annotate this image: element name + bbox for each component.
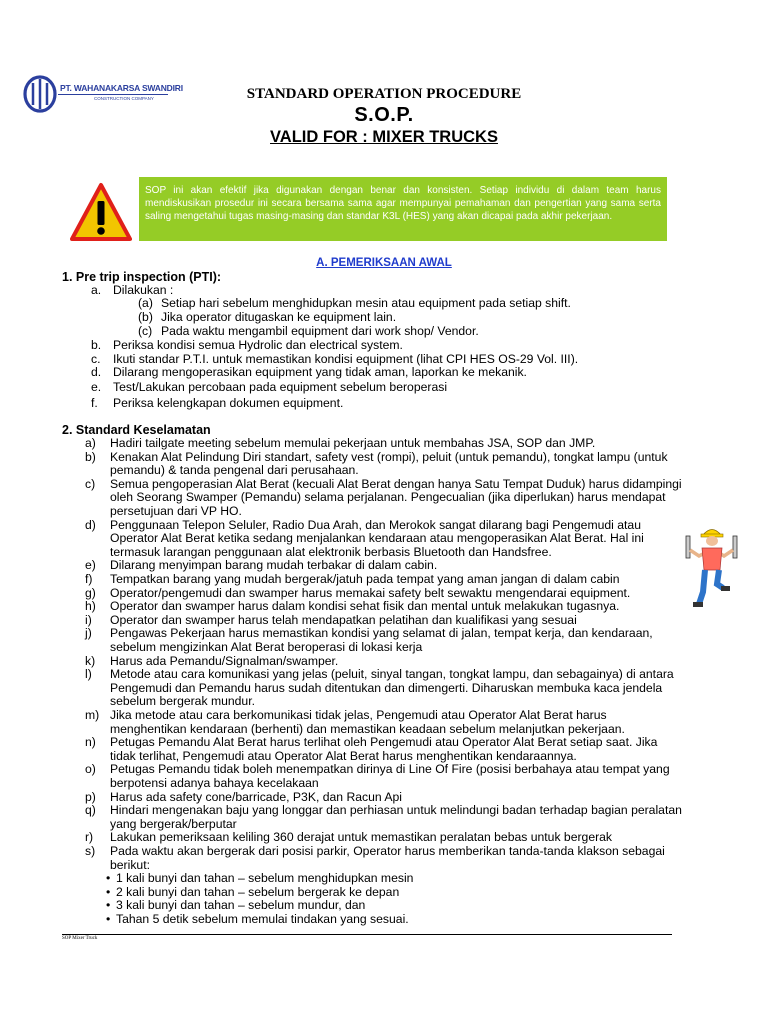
safety-item-text: Operator/pengemudi dan swamper harus memakai safety belt sewaktu mengendarai equipment. — [110, 586, 631, 600]
pti-item-text: Periksa kelengkapan dokumen equipment. — [113, 396, 344, 410]
safety-item-marker: o) — [85, 762, 96, 776]
safety-item-text: Kenakan Alat Pelindung Diri standart, safety vest (rompi), peluit (untuk pemandu), tongkat lampu (untuk — [110, 450, 668, 464]
valid-for-label: VALID FOR : MIXER TRUCKS — [270, 128, 498, 146]
safety-item-text: Pengemudi dan Pemandu harus sudah ditentukan dan dimengerti. Diharuskan membuka kaca jendela — [110, 681, 663, 695]
safety-item-marker: e) — [85, 558, 96, 572]
safety-item-marker: l) — [85, 667, 92, 681]
safety-item-text: Hindari mengenakan baju yang longgar dan perhiasan untuk melindungi badan terhadap bagian peralatan — [110, 803, 682, 817]
horn-signal-text: 1 kali bunyi dan tahan – sebelum menghidupkan mesin — [116, 871, 414, 885]
safety-item-text: Operator dan swamper harus telah mendapatkan pelatihan dan kualifikasi yang sesuai — [110, 613, 577, 627]
safety-item-text: yang bergerak/berputar — [110, 817, 237, 831]
safety-item-marker: n) — [85, 735, 96, 749]
pti-item-marker: f. — [91, 396, 98, 410]
safety-item-text: Petugas Pemandu tidak boleh menempatkan dirinya di Line Of Fire (posisi berbahaya atau tempat yang — [110, 762, 670, 776]
company-subtitle: CONSTRUCTION COMPANY — [94, 96, 154, 101]
safety-item-text: termasuk larangan penggunaan alat elektronik berbasis Bluetooth dan Handsfree. — [110, 545, 552, 559]
safety-item-marker: s) — [85, 844, 96, 858]
pti-item-text: Test/Lakukan percobaan pada equipment sebelum beroperasi — [113, 380, 448, 394]
safety-item-marker: c) — [85, 477, 96, 491]
pti-sub-item-marker: (a) — [138, 296, 153, 310]
pti-sub-item-marker: (b) — [138, 310, 153, 324]
safety-item-text: sebelum mengizinkan Alat Berat beroperasi di lokasi kerja — [110, 640, 423, 654]
safety-item-text: Penggunaan Telepon Seluler, Radio Dua Arah, dan Merokok sangat dilarang bagi Pengemudi atau — [110, 518, 641, 532]
pti-sub-item-text: Pada waktu mengambil equipment dari work shop/ Vendor. — [161, 324, 479, 338]
horn-signal-bullet: • — [106, 912, 111, 926]
safety-item-text: Metode atau cara komunikasi yang jelas (peluit, sinyal tangan, tongkat lampu, dan sebagainya) di antara — [110, 667, 674, 681]
safety-item-text: Operator Alat Berat ketika sedang menjalankan kendaraan atau mengoperasikan Alat Berat. Hal ini — [110, 531, 644, 545]
document-title: STANDARD OPERATION PROCEDURE — [246, 86, 522, 102]
safety-item-marker: f) — [85, 572, 93, 586]
safety-item-text: Operator dan swamper harus dalam kondisi sehat fisik dan mental untuk melakukan tugasnya. — [110, 599, 620, 613]
safety-item-text: Pengawas Pekerjaan harus memastikan kondisi yang selamat di jalan, tempat kerja, dan kendaraan, — [110, 626, 653, 640]
safety-item-marker: g) — [85, 586, 96, 600]
safety-item-marker: i) — [85, 613, 92, 627]
safety-item-text: Harus ada Pemandu/Signalman/swamper. — [110, 654, 339, 668]
safety-item-text: sebelum bergerak mundur. — [110, 694, 255, 708]
safety-item-marker: m) — [85, 708, 100, 722]
warning-icon — [70, 182, 132, 242]
safety-item-text: Tempatkan barang yang mudah bergerak/jatuh pada tempat yang aman jangan di dalam cabin — [110, 572, 620, 586]
pti-item-text: Ikuti standar P.T.I. untuk memastikan kondisi equipment (lihat CPI HES OS-29 Vol. III). — [113, 352, 579, 366]
safety-item-text: Hadiri tailgate meeting sebelum memulai pekerjaan untuk membahas JSA, SOP dan JMP. — [110, 436, 596, 450]
safety-item-text: pemandu) & tanda pengenal dari perusahaan. — [110, 463, 359, 477]
safety-item-text: berpotensi adanya bahaya kecelakaan — [110, 776, 319, 790]
safety-item-marker: p) — [85, 790, 96, 804]
safety-item-marker: q) — [85, 803, 96, 817]
pti-sub-item-text: Setiap hari sebelum menghidupkan mesin atau equipment pada setiap shift. — [161, 296, 571, 310]
footer-label: SOP Mixer Truck — [62, 936, 98, 941]
pti-item-text: Dilarang mengoperasikan equipment yang tidak aman, laporkan ke mekanik. — [113, 365, 527, 379]
safety-item-text: oleh Seorang Swamper (Pemandu) selama perjalanan. Pengecualian (jika diperlukan) harus mendapat — [110, 490, 666, 504]
safety-item-marker: a) — [85, 436, 96, 450]
safety-item-text: persetujuan dari VP HO. — [110, 504, 242, 518]
safety-item-text: Pada waktu akan bergerak dari posisi parkir, Operator harus memberikan tanda-tanda klakson sebagai — [110, 844, 665, 858]
safety-item-text: Harus ada safety cone/barricade, P3K, dan Racun Api — [110, 790, 402, 804]
pti-item-marker: e. — [91, 380, 102, 394]
horn-signal-bullet: • — [106, 885, 111, 899]
horn-signal-bullet: • — [106, 871, 111, 885]
pti-item-a-marker: a. — [91, 283, 102, 297]
safety-item-text: Semua pengoperasian Alat Berat (kecuali Alat Berat dengan hanya Satu Tempat Duduk) harus didampingi — [110, 477, 682, 491]
safety-heading: 2. Standard Keselamatan — [62, 423, 211, 437]
pti-sub-item-marker: (c) — [138, 324, 153, 338]
safety-item-marker: b) — [85, 450, 96, 464]
pti-item-a-label: Dilakukan : — [113, 283, 174, 297]
pti-item-text: Periksa kondisi semua Hydrolic dan electrical system. — [113, 338, 403, 352]
pti-item-marker: b. — [91, 338, 102, 352]
safety-item-marker: r) — [85, 830, 94, 844]
notice-box: SOP ini akan efektif jika digunakan dengan benar dan konsisten. Setiap individu di dalam team harus mendiskusikan prosedur ini secara bersama sama agar mempunyai pemahaman dan pengertian yang sama serta saling mengetahui tugas masing-masing dan standar K3L (HES) yang akan dicapai pada akhir pekerjaan. — [139, 177, 667, 241]
safety-item-text: Lakukan pemeriksaan keliling 360 derajat untuk memastikan peralatan bebas untuk bergerak — [110, 830, 613, 844]
safety-item-marker: j) — [85, 626, 92, 640]
company-name: PT. WAHANAKARSA SWANDIRI — [60, 83, 183, 93]
pti-item-marker: d. — [91, 365, 102, 379]
document-abbreviation: S.O.P. — [354, 104, 414, 126]
horn-signal-text: 2 kali bunyi dan tahan – sebelum bergerak ke depan — [116, 885, 400, 899]
pti-sub-item-text: Jika operator ditugaskan ke equipment lain. — [161, 310, 397, 324]
footer-divider — [62, 934, 672, 935]
safety-item-text: menghentikan kendaraan (berhenti) dan memastikan keadaan sebelum melanjutkan pekerjaan. — [110, 722, 625, 736]
pti-heading: 1. Pre trip inspection (PTI): — [62, 270, 222, 284]
safety-item-marker: h) — [85, 599, 96, 613]
safety-item-marker: d) — [85, 518, 96, 532]
horn-signal-text: 3 kali bunyi dan tahan – sebelum mundur, dan — [116, 898, 366, 912]
safety-item-text: Dilarang menyimpan barang mudah terbakar di dalam cabin. — [110, 558, 438, 572]
swamper-signal-icon — [683, 522, 741, 610]
safety-item-text: berikut: — [110, 858, 150, 872]
safety-item-text: Petugas Pemandu Alat Berat harus terlihat oleh Pengemudi atau Operator Alat Berat setiap saat. Jika — [110, 735, 658, 749]
horn-signal-bullet: • — [106, 898, 111, 912]
pti-item-marker: c. — [91, 352, 101, 366]
safety-item-text: Jika metode atau cara berkomunikasi tidak jelas, Pengemudi atau Operator Alat Berat harus — [110, 708, 607, 722]
section-a-title: A. PEMERIKSAAN AWAL — [316, 257, 452, 269]
horn-signal-text: Tahan 5 detik sebelum memulai tindakan yang sesuai. — [116, 912, 409, 926]
safety-item-text: tidak terlihat, Pengemudi atau Operator Alat Berat harus menghentikan kendaraannya. — [110, 749, 577, 763]
safety-item-marker: k) — [85, 654, 96, 668]
